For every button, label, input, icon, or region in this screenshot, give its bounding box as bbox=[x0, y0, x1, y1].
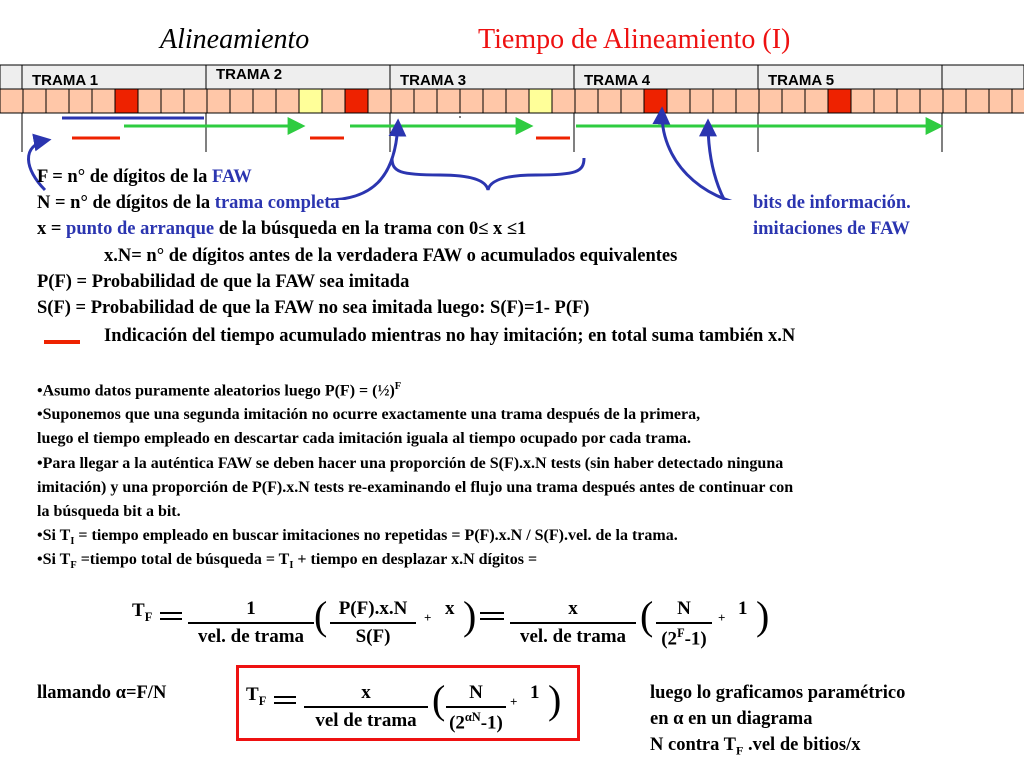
bit-cell bbox=[115, 89, 138, 113]
bullet-3c: la búsqueda bit a bit. bbox=[37, 503, 181, 520]
bit-cell bbox=[667, 89, 690, 113]
bit-cell bbox=[897, 89, 920, 113]
bit-cell bbox=[598, 89, 621, 113]
bit-cell bbox=[184, 89, 207, 113]
bit-cell bbox=[759, 89, 782, 113]
plus-sign: + bbox=[510, 694, 518, 709]
bit-cell bbox=[575, 89, 598, 113]
plus-sign: + bbox=[424, 610, 432, 625]
bit-cell bbox=[368, 89, 391, 113]
frame-label: TRAMA 2 bbox=[216, 66, 283, 83]
title-right: Tiempo de Alineamiento (I) bbox=[478, 24, 791, 55]
bit-cell bbox=[460, 89, 483, 113]
frame-label: TRAMA 5 bbox=[768, 72, 835, 89]
bit-cell bbox=[345, 89, 368, 113]
def-x: x = punto de arranque de la búsqueda en la trama con 0≤ x ≤1 bbox=[37, 219, 527, 239]
bit-cell bbox=[713, 89, 736, 113]
frame-label: TRAMA 4 bbox=[584, 72, 651, 89]
bit-cell bbox=[828, 89, 851, 113]
fraction-denominator: vel. de trama bbox=[519, 626, 627, 647]
bit-cell bbox=[92, 89, 115, 113]
bullet-5: •Si $T_F$ =tiempo total de búsqueda = $T_I$ + tiempo en desplazar x.N dígitos = bbox=[37, 551, 538, 572]
bit-cell bbox=[690, 89, 713, 113]
fraction-numerator: x bbox=[568, 598, 578, 619]
frame-label: TRAMA 3 bbox=[400, 72, 467, 89]
label-imitaciones: imitaciones de FAW bbox=[753, 219, 910, 239]
one-term: 1 bbox=[530, 682, 540, 703]
fraction-denominator: S(F) bbox=[355, 626, 391, 647]
bit-cell bbox=[805, 89, 828, 113]
bit-cells bbox=[0, 89, 1024, 113]
bit-cell bbox=[483, 89, 506, 113]
def-indication: Indicación del tiempo acumulado mientras no hay imitación; en total suma también x.N bbox=[104, 326, 796, 346]
bit-cell bbox=[1012, 89, 1024, 113]
bullet-3a: •Para llegar a la auténtica FAW se deben hacer una proporción de S(F).x.N tests (sin haber detectado ninguna bbox=[37, 455, 784, 472]
bit-cell bbox=[874, 89, 897, 113]
bullet-2a: •Suponemos que una segunda imitación no ocurre exactamente una trama después de la primera, bbox=[37, 406, 701, 423]
brace bbox=[392, 158, 584, 190]
bullet-1: •Asumo datos puramente aleatorios luego P(F) = (½)$^F$ bbox=[37, 381, 402, 400]
fraction-denominator: vel de trama bbox=[315, 710, 417, 731]
one-term: 1 bbox=[738, 598, 748, 619]
fraction-denominator: $(2^F-1)$ bbox=[661, 626, 707, 650]
fraction-denominator: vel. de trama bbox=[197, 626, 305, 647]
conclusion-3: N contra $T_F$ .vel de bitios/x bbox=[650, 735, 861, 758]
fraction-numerator: P(F).x.N bbox=[338, 598, 408, 619]
bit-cell bbox=[322, 89, 345, 113]
bit-cell bbox=[69, 89, 92, 113]
bit-cell bbox=[0, 89, 23, 113]
fraction-numerator: 1 bbox=[246, 598, 256, 619]
bit-cell bbox=[529, 89, 552, 113]
bit-cell bbox=[161, 89, 184, 113]
bit-cell bbox=[621, 89, 644, 113]
conclusion-2: en α en un diagrama bbox=[650, 709, 813, 729]
bullet-2b: luego el tiempo empleado en descartar cada imitación iguala al tiempo ocupado por cada trama. bbox=[37, 430, 692, 447]
red-line-legend bbox=[44, 340, 80, 344]
curved-arrow bbox=[708, 122, 756, 200]
title-left: Alineamiento bbox=[160, 24, 310, 55]
bit-cell bbox=[253, 89, 276, 113]
tf-label: $T_F$ bbox=[246, 684, 267, 708]
bit-cell bbox=[276, 89, 299, 113]
def-sf: S(F) = Probabilidad de que la FAW no sea imitada luego: S(F)=1- P(F) bbox=[37, 298, 590, 318]
bit-cell bbox=[391, 89, 414, 113]
bit-cell bbox=[644, 89, 667, 113]
bit-cell bbox=[943, 89, 966, 113]
fraction-numerator: N bbox=[469, 682, 483, 703]
bit-cell bbox=[920, 89, 943, 113]
bit-cell bbox=[23, 89, 46, 113]
def-f: F = n° de dígitos de la FAW bbox=[37, 167, 252, 187]
bit-cell bbox=[138, 89, 161, 113]
bit-cell bbox=[782, 89, 805, 113]
bit-cell bbox=[299, 89, 322, 113]
bullet-3b: imitación) y una proporción de P(F).x.N tests re-examinando el flujo una trama después antes de continuar con bbox=[37, 479, 794, 496]
bit-cell bbox=[207, 89, 230, 113]
def-pf: P(F) = Probabilidad de que la FAW sea imitada bbox=[37, 272, 410, 292]
def-xn: x.N= n° de dígitos antes de la verdadera FAW o acumulados equivalentes bbox=[104, 246, 678, 266]
bit-cell bbox=[414, 89, 437, 113]
x-term: x bbox=[445, 598, 455, 619]
conclusion-1: luego lo graficamos paramétrico bbox=[650, 683, 906, 703]
bit-cell bbox=[437, 89, 460, 113]
bit-cell bbox=[736, 89, 759, 113]
fraction-numerator: x bbox=[361, 682, 371, 703]
frame-label: TRAMA 1 bbox=[32, 72, 99, 89]
bullet-4: •Si $T_I$ = tiempo empleado en buscar imitaciones no repetidas = P(F).x.N / S(F).vel. de la trama. bbox=[37, 527, 678, 548]
tf-label: $T_F$ bbox=[132, 600, 153, 624]
bit-cell bbox=[966, 89, 989, 113]
def-n: N = n° de dígitos de la trama completa bbox=[37, 193, 340, 213]
bit-cell bbox=[506, 89, 529, 113]
plus-sign: + bbox=[718, 610, 726, 625]
label-bits-info: bits de información. bbox=[753, 193, 911, 213]
bit-cell bbox=[552, 89, 575, 113]
fraction-denominator: $(2^{\alpha N}-1)$ bbox=[449, 710, 503, 734]
bit-cell bbox=[46, 89, 69, 113]
llamando-label: llamando α=F/N bbox=[37, 683, 167, 703]
bit-cell bbox=[989, 89, 1012, 113]
bit-cell bbox=[230, 89, 253, 113]
curved-arrow bbox=[326, 122, 398, 200]
fraction-numerator: N bbox=[677, 598, 691, 619]
bit-cell bbox=[851, 89, 874, 113]
